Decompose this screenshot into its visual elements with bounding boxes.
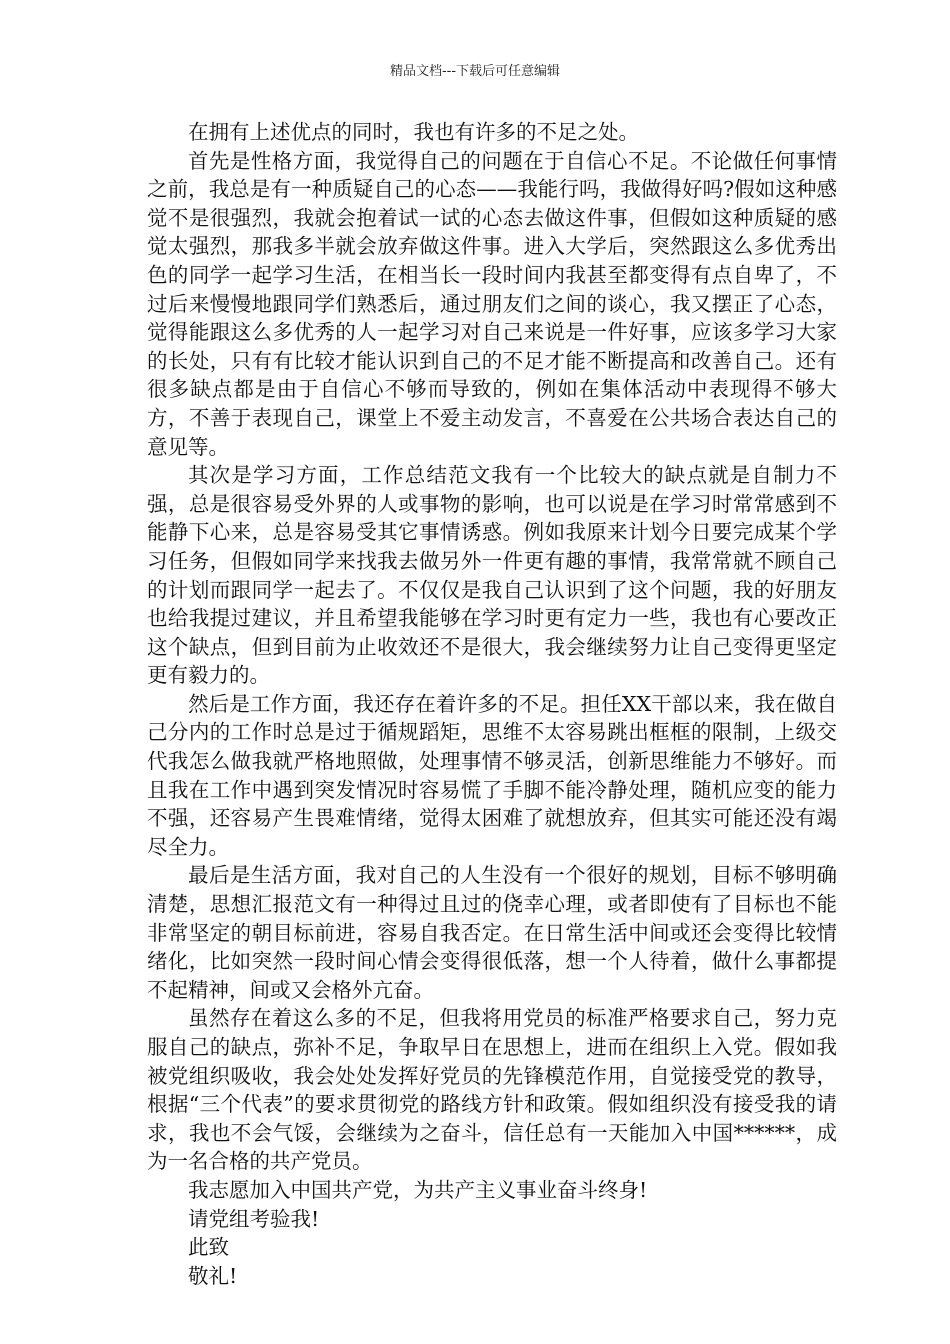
paragraph-life: 最后是生活方面，我对自己的人生没有一个很好的规划，目标不够明确清楚，思想汇报范文有一种得过且过的侥幸心理，或者即使有了目标也不能非常坚定的朝目标前进，容易自我否定。在日常生活中间或还会变得比较情绪化，比如突然一段时间心情会变得很低落，想一个人待着，做什么事都提不起精神，间或又会格外亢奋。 [147, 863, 837, 1002]
paragraph-resolution: 虽然存在着这么多的不足，但我将用党员的标准严格要求自己，努力克服自己的缺点，弥补不足，争取早日在思想上，进而在组织上入党。假如我被党组织吸收，我会处处发挥好党员的先锋模范作用，自觉接受党的教导，根据“三个代表”的要求贯彻党的路线方针和政策。假如组织没有接受我的请求，我也不会气馁，会继续为之奋斗，信任总有一天能加入中国******，成为一名合格的共产党员。 [147, 1006, 837, 1174]
paragraph-intro: 在拥有上述优点的同时，我也有许多的不足之处。 [188, 120, 639, 144]
closing-pledge: 我志愿加入中国共产党，为共产主义事业奋斗终身! [188, 1177, 648, 1202]
closing-regards: 敬礼! [188, 1263, 238, 1288]
document-body [147, 118, 837, 1290]
closing-request: 请党组考验我! [188, 1206, 320, 1231]
paragraph-personality: 首先是性格方面，我觉得自己的问题在于自信心不足。不论做任何事情之前，我总是有一种质疑自己的心态——我能行吗，我做得好吗?假如这种感觉不是很强烈，我就会抱着试一试的心态去做这件事，但假如这种质疑的感觉太强烈，那我多半就会放弃做这件事。进入大学后，突然跟这么多优秀出色的同学一起学习生活，在相当长一段时间内我甚至都变得有点自卑了，不过后来慢慢地跟同学们熟悉后，通过朋友们之间的谈心，我又摆正了心态，觉得能跟这么多优秀的人一起学习对自己来说是一件好事，应该多学习大家的长处，只有有比较才能认识到自己的不足才能不断提高和改善自己。还有很多缺点都是由于自信心不够而导致的，例如在集体活动中表现得不够大方，不善于表现自己，课堂上不爱主动发言，不喜爱在公共场合表达自己的意见等。 [147, 148, 837, 459]
paragraph-work: 然后是工作方面，我还存在着许多的不足。担任XX干部以来，我在做自己分内的工作时总是过于循规蹈矩，思维不太容易跳出框框的限制，上级交代我怎么做我就严格地照做，处理事情不够灵活，创新思维能力不够好。而且我在工作中遇到突发情况时容易慌了手脚不能冷静处理，随机应变的能力不强，还容易产生畏难情绪，觉得太困难了就想放弃，但其实可能还没有竭尽全力。 [147, 691, 837, 859]
paragraph-study: 其次是学习方面，工作总结范文我有一个比较大的缺点就是自制力不强，总是很容易受外界的人或事物的影响，也可以说是在学习时常常感到不能静下心来，总是容易受其它事情诱惑。例如我原来计划今日要完成某个学习任务，但假如同学来找我去做另外一件更有趣的事情，我常常就不顾自己的计划而跟同学一起去了。不仅仅是我自己认识到了这个问题，我的好朋友也给我提过建议，并且希望我能够在学习时更有定力一些，我也有心要改正这个缺点，但到目前为止收效还不是很大，我会继续努力让自己变得更坚定更有毅力的。 [147, 463, 837, 688]
closing-salutation: 此致 [188, 1235, 229, 1260]
page-header: 精品文档---下载后可任意编辑 [389, 64, 561, 79]
